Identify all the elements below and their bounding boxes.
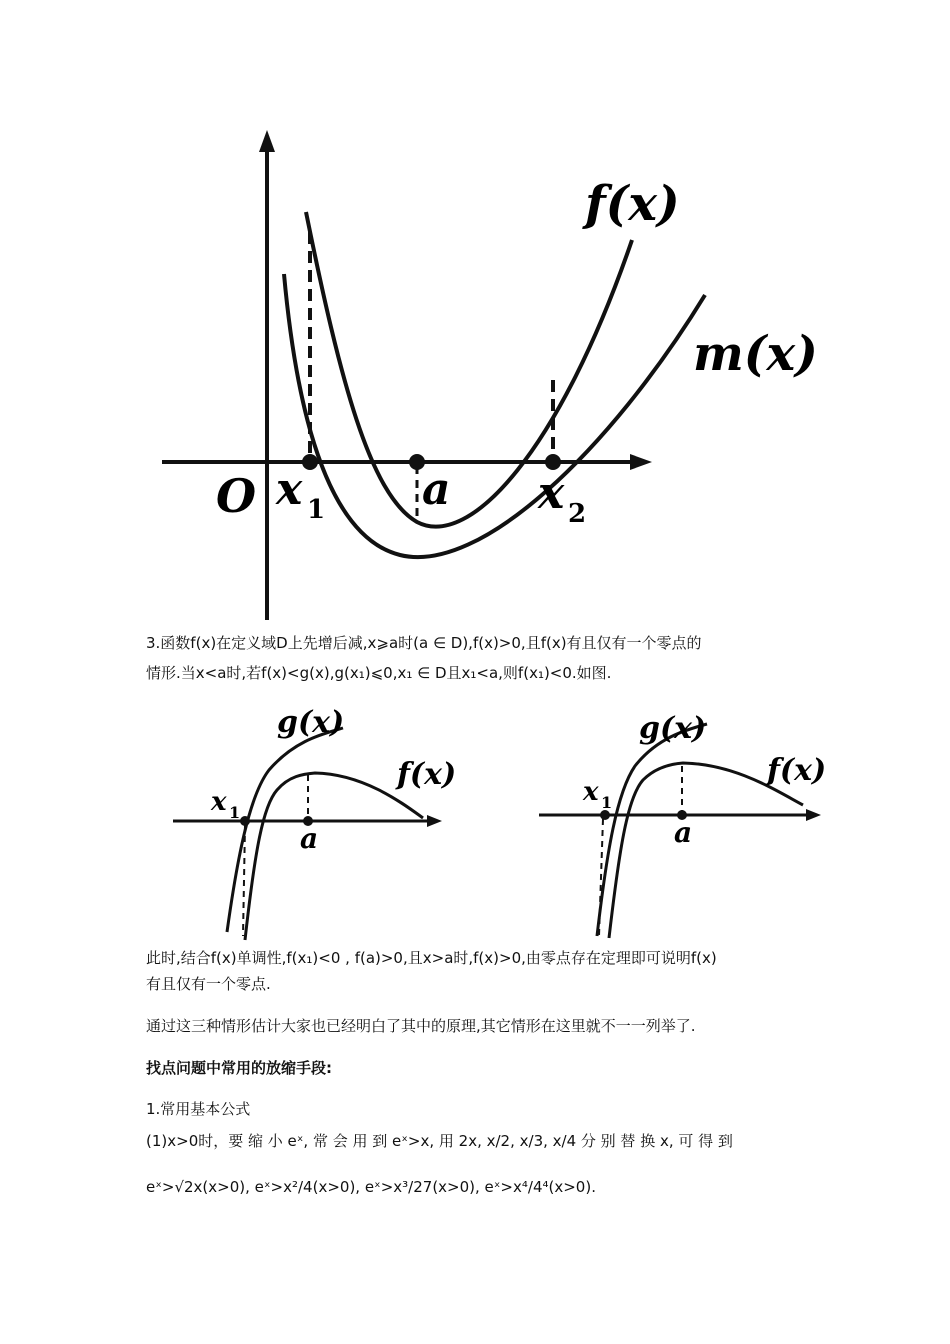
f-curve: [306, 212, 632, 527]
paragraph-6-line-2: eˣ>√2x(x>0), eˣ>x²/4(x>0), eˣ>x³/27(x>0), eˣ>x⁴/4⁴(x>0).: [146, 1178, 596, 1196]
paragraph-5: [146, 1013, 808, 1039]
x-axis-arrow: [806, 809, 821, 821]
heading: [146, 1055, 808, 1081]
dash-x1: [599, 819, 603, 936]
f-curve: [245, 773, 423, 940]
paragraph-3: [146, 630, 808, 686]
x-axis-arrow: [427, 815, 442, 827]
label-x1: x: [211, 787, 227, 817]
label-x1: x: [583, 777, 599, 807]
paragraph-4: [146, 945, 808, 997]
figure-2-left-svg: [165, 700, 465, 945]
label-f: f(x): [397, 757, 457, 792]
paragraph-4-line-2: 有且仅有一个零点.: [146, 975, 271, 993]
point-x1: [302, 454, 318, 470]
paragraph-3-line-2: 情形.当x<a时,若f(x)<g(x),g(x₁)⩽0,x₁ ∈ D且x₁<a,则f(x₁)<0.如图.: [146, 664, 612, 682]
label-x1-sub: 1: [307, 495, 326, 525]
label-x1: x: [276, 464, 303, 515]
paragraph-5-text: 通过这三种情形估计大家也已经明白了其中的原理,其它情形在这里就不一一列举了.: [146, 1017, 696, 1035]
label-a: a: [674, 816, 693, 849]
f-curve: [609, 763, 803, 938]
label-f: f(x): [585, 176, 680, 232]
label-x2-sub: 2: [568, 499, 587, 529]
label-f: f(x): [767, 753, 827, 788]
y-axis-arrow: [259, 130, 275, 152]
figure-1: [140, 120, 840, 630]
label-x2: x: [538, 468, 565, 519]
figure-2-left: [165, 700, 465, 945]
point-x1: [240, 816, 250, 826]
paragraph-4-line-1: 此时,结合f(x)单调性,f(x₁)<0 , f(a)>0,且x>a时,f(x)>0,由零点存在定理即可说明f(x): [146, 949, 717, 967]
paragraph-6: [146, 1128, 808, 1200]
section-1: [146, 1096, 808, 1122]
figure-2-right: [535, 700, 835, 945]
figure-1-svg: [140, 120, 840, 630]
label-g: g(x): [277, 705, 345, 740]
m-curve: [284, 274, 705, 557]
label-g: g(x): [639, 711, 707, 746]
label-a: a: [300, 822, 319, 855]
label-origin: O: [216, 469, 257, 523]
label-x1-sub: 1: [229, 803, 241, 822]
figure-2-right-svg: [535, 700, 835, 945]
label-x1-sub: 1: [601, 793, 613, 812]
heading-text: 找点问题中常用的放缩手段:: [146, 1059, 332, 1077]
section-1-title: 1.常用基本公式: [146, 1100, 251, 1118]
label-a: a: [422, 464, 451, 515]
paragraph-3-line-1: 3.函数f(x)在定义域D上先增后减,x⩾a时(a ∈ D),f(x)>0,且f(x)有且仅有一个零点的: [146, 634, 702, 652]
x-axis-arrow: [630, 454, 652, 470]
paragraph-6-line-1: (1)x>0时，要 缩 小 eˣ, 常 会 用 到 eˣ>x, 用 2x, x/2, x/3, x/4 分 别 替 换 x, 可 得 到: [146, 1132, 733, 1150]
label-m: m(x): [693, 326, 818, 382]
